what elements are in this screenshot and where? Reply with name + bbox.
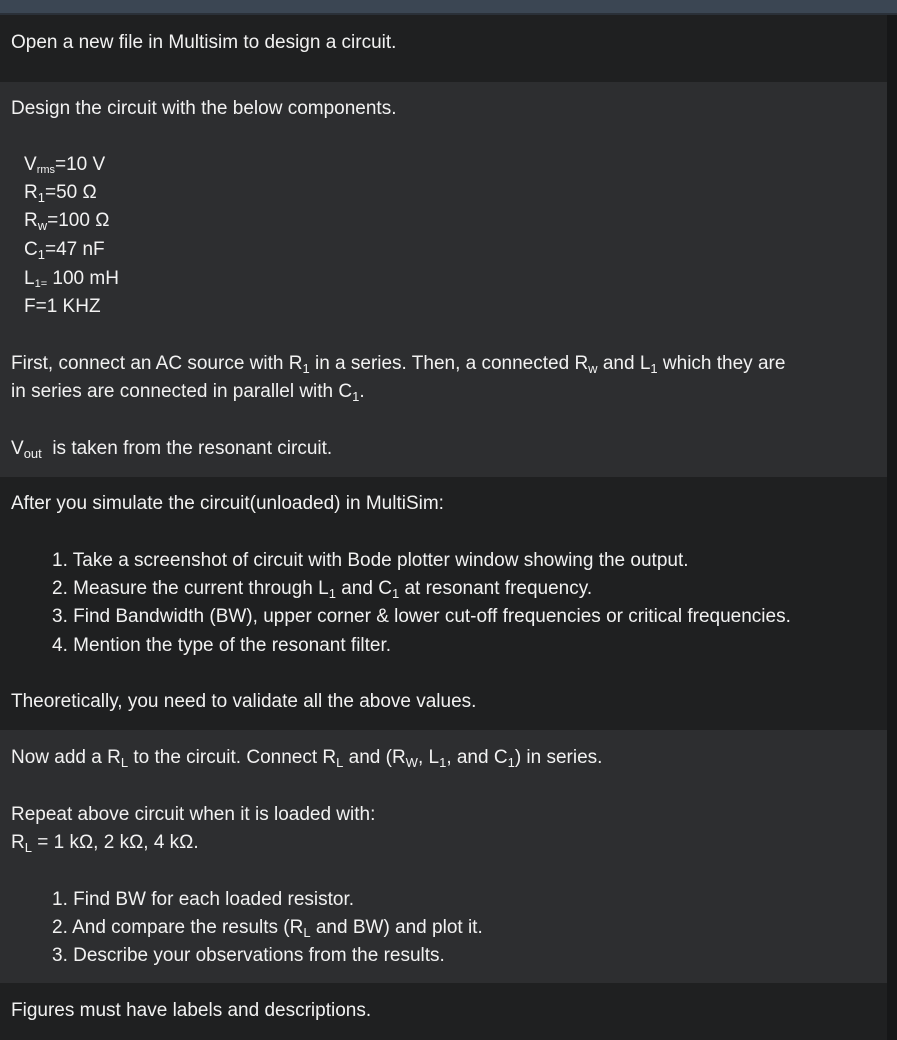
component-l1: L1= 100 mH [24,268,119,290]
task-1: 1. Take a screenshot of circuit with Bode plotter window showing the output. [52,550,689,571]
task-3: 3. Find Bandwidth (BW), upper corner & lower cut-off frequencies or critical frequencies. [52,606,791,627]
theory-text: Theoretically, you need to validate all the above values. [11,691,477,712]
loaded-task-2: 2. And compare the results ($R_L$ and BW) and plot it. [52,917,483,940]
vout-text: $V_{out}$ is taken from the resonant circuit. [11,438,333,461]
task-2: 2. Measure the current through $L_1$ and $C_1$ at resonant frequency. [52,578,593,601]
add-rl-text: Now add a $R_L$ to the circuit. Connect $R_L$ and ($R_W$, $L_1$, and $C_1$) in series. [11,747,603,770]
task-4: 4. Mention the type of the resonant filter. [52,635,392,656]
component-f: F=1 KHZ [24,296,101,317]
simulate-heading: After you simulate the circuit(unloaded) in MultiSim: [11,493,444,514]
scrollbar-track[interactable] [887,15,897,1040]
section-design [0,82,887,477]
intro-text: Open a new file in Multisim to design a circuit. [11,32,397,53]
loaded-task-3: 3. Describe your observations from the results. [52,945,445,966]
component-c1: $C_1=47$ nF [24,239,105,262]
top-bar [0,0,897,14]
design-heading: Design the circuit with the below components. [11,98,397,119]
repeat-heading: Repeat above circuit when it is loaded with: [11,804,376,825]
figures-note: Figures must have labels and descriptions. [11,1000,372,1021]
rl-values: $R_L = 1$ kΩ, 2 kΩ, 4 kΩ. [11,832,199,855]
component-r1: $R_1=50$ Ω [24,182,97,205]
component-rw: $R_w=100$ Ω [24,210,110,233]
loaded-task-1: 1. Find BW for each loaded resistor. [52,889,355,910]
connect-line-2: in series are connected in parallel with $C_1$. [11,381,365,404]
connect-line-1: First, connect an AC source with $R_1$ in a series. Then, a connected $R_w$ and $L_1$ which they are [11,353,786,376]
component-vrms: Vrms=10 V [24,154,106,176]
